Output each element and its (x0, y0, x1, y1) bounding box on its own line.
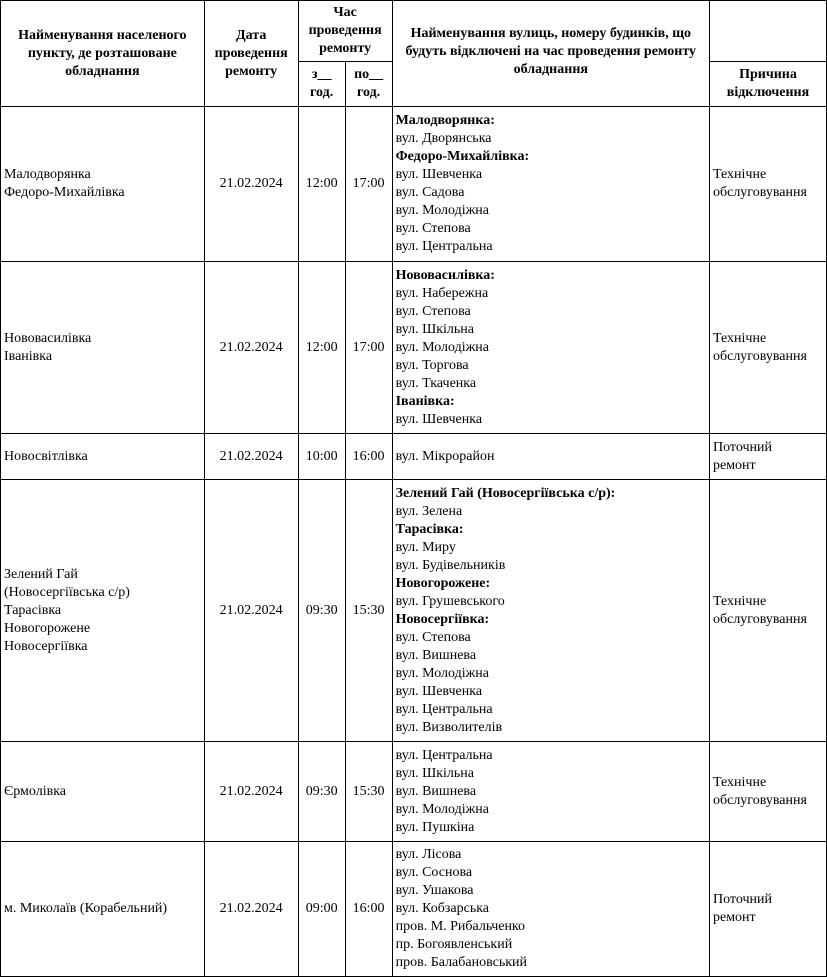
reason-cell (709, 842, 826, 977)
settlement-heading: Нововасилівка: (395, 267, 495, 283)
time-from-cell: 09:00 (298, 842, 345, 977)
street-name: вул. Степова (395, 221, 471, 236)
settlement-heading: Новогорожене: (395, 575, 491, 591)
street-name: вул. Центральна (395, 701, 493, 717)
street-name: вул. Вишнева (395, 783, 477, 799)
settlement-name: Іванівка (4, 348, 53, 364)
header-date: Дата проведення ремонту (204, 1, 298, 107)
table-row (1, 434, 827, 480)
streets-cell (392, 107, 709, 262)
street-name: вул. Молодіжна (395, 801, 489, 817)
streets-cell (392, 262, 709, 434)
settlement-cell (1, 107, 205, 262)
table-body (1, 107, 827, 977)
street-name: вул. Молодіжна (395, 339, 489, 355)
header-time-to: по__ год. (345, 62, 392, 107)
street-name: вул. Ткаченка (395, 375, 477, 391)
street-name: вул. Набережна (395, 285, 489, 301)
date-cell: 21.02.2024 (204, 742, 298, 842)
street-name: пр. Богоявленський (395, 937, 513, 952)
settlement-cell (1, 480, 205, 742)
settlement-name: м. Миколаїв (Корабельний) (4, 901, 168, 916)
reason-text: ремонт (712, 457, 756, 473)
settlement-name: Єрмолівка (4, 783, 66, 799)
settlement-cell (1, 262, 205, 434)
street-name: вул. Центральна (395, 239, 493, 254)
street-name: вул. Соснова (395, 865, 473, 880)
street-name: вул. Степова (395, 629, 471, 645)
street-name: вул. Торгова (395, 357, 469, 373)
street-name: вул. Грушевського (395, 593, 505, 609)
settlement-name: Малодворянка (4, 167, 91, 182)
settlement-name: Зелений Гай (4, 566, 78, 582)
date-cell: 21.02.2024 (204, 434, 298, 480)
header-settlement: Найменування населеного пункту, де розташоване обладнання (1, 1, 205, 107)
settlement-name: Новосергіївка (4, 638, 88, 654)
time-to-cell: 15:30 (345, 742, 392, 842)
street-name: вул. Ушакова (395, 883, 474, 898)
settlement-name: Новогорожене (4, 620, 91, 636)
street-name: пров. М. Рибальченко (395, 919, 526, 934)
streets-cell (392, 742, 709, 842)
street-name: вул. Шевченка (395, 411, 483, 427)
settlement-heading: Іванівка: (395, 393, 455, 409)
street-name: вул. Шевченка (395, 683, 483, 699)
reason-text: Технічне (712, 774, 767, 790)
street-name: вул. Молодіжна (395, 665, 489, 681)
streets-cell (392, 842, 709, 977)
reason-cell (709, 434, 826, 480)
street-name: вул. Кобзарська (395, 901, 490, 916)
street-name: вул. Степова (395, 303, 471, 319)
time-to-cell: 16:00 (345, 434, 392, 480)
reason-text: Технічне (712, 167, 767, 182)
header-streets: Найменування вулиць, номеру будинків, що будуть відключені на час проведення ремонту обладнання (392, 1, 709, 107)
settlement-heading: Малодворянка: (395, 113, 495, 128)
time-to-cell: 16:00 (345, 842, 392, 977)
time-from-cell: 12:00 (298, 107, 345, 262)
street-name: вул. Миру (395, 539, 456, 555)
time-to-cell: 15:30 (345, 480, 392, 742)
header-time: Час проведення ремонту (298, 1, 392, 62)
street-name: вул. Дворянська (395, 131, 492, 146)
reason-text: обслуговування (712, 611, 807, 627)
reason-text: обслуговування (712, 348, 807, 364)
reason-text: ремонт (712, 910, 756, 925)
reason-cell (709, 107, 826, 262)
table-row (1, 842, 827, 977)
settlement-heading: Тарасівка: (395, 521, 464, 537)
street-name: вул. Шевченка (395, 167, 483, 182)
table-row (1, 107, 827, 262)
street-name: вул. Мікрорайон (395, 448, 495, 464)
table-row (1, 480, 827, 742)
date-cell: 21.02.2024 (204, 480, 298, 742)
time-to-cell: 17:00 (345, 107, 392, 262)
streets-cell (392, 480, 709, 742)
street-name: вул. Будівельників (395, 557, 506, 573)
street-name: вул. Визволителів (395, 719, 503, 735)
street-name: вул. Шкільна (395, 765, 474, 781)
time-to-cell: 17:00 (345, 262, 392, 434)
reason-text: обслуговування (712, 792, 807, 808)
settlement-cell (1, 434, 205, 480)
street-name: вул. Вишнева (395, 647, 477, 663)
header-blank (709, 1, 826, 62)
reason-text: Технічне (712, 593, 767, 609)
street-name: пров. Балабановський (395, 955, 528, 970)
time-from-cell: 09:30 (298, 742, 345, 842)
reason-text: Поточний (712, 892, 772, 907)
settlement-name: Нововасилівка (4, 330, 92, 346)
settlement-cell (1, 842, 205, 977)
settlement-heading: Новосергіївка: (395, 611, 490, 627)
settlement-name: Федоро-Михайлівка (4, 185, 125, 200)
date-cell: 21.02.2024 (204, 262, 298, 434)
street-name: вул. Садова (395, 185, 465, 200)
table-row (1, 262, 827, 434)
time-from-cell: 12:00 (298, 262, 345, 434)
header-reason: Причина відключення (709, 62, 826, 107)
time-from-cell: 10:00 (298, 434, 345, 480)
reason-cell (709, 262, 826, 434)
street-name: вул. Шкільна (395, 321, 474, 337)
settlement-name: Новосвітлівка (4, 448, 88, 464)
street-name: вул. Зелена (395, 503, 463, 519)
streets-cell (392, 434, 709, 480)
reason-cell (709, 742, 826, 842)
settlement-name: Тарасівка (4, 602, 62, 618)
street-name: вул. Центральна (395, 747, 493, 763)
settlement-heading: Зелений Гай (Новосергіївська с/р): (395, 485, 616, 501)
date-cell: 21.02.2024 (204, 842, 298, 977)
time-from-cell: 09:30 (298, 480, 345, 742)
reason-text: Поточний (712, 439, 772, 455)
reason-text: обслуговування (712, 185, 807, 200)
reason-text: Технічне (712, 330, 767, 346)
date-cell: 21.02.2024 (204, 107, 298, 262)
settlement-heading: Федоро-Михайлівка: (395, 149, 530, 164)
street-name: вул. Пушкіна (395, 819, 475, 835)
table-row (1, 742, 827, 842)
reason-cell (709, 480, 826, 742)
settlement-name: (Новосергіївська с/р) (4, 584, 130, 600)
settlement-cell (1, 742, 205, 842)
street-name: вул. Молодіжна (395, 203, 489, 218)
street-name: вул. Лісова (395, 847, 462, 862)
header-time-from: з__ год. (298, 62, 345, 107)
